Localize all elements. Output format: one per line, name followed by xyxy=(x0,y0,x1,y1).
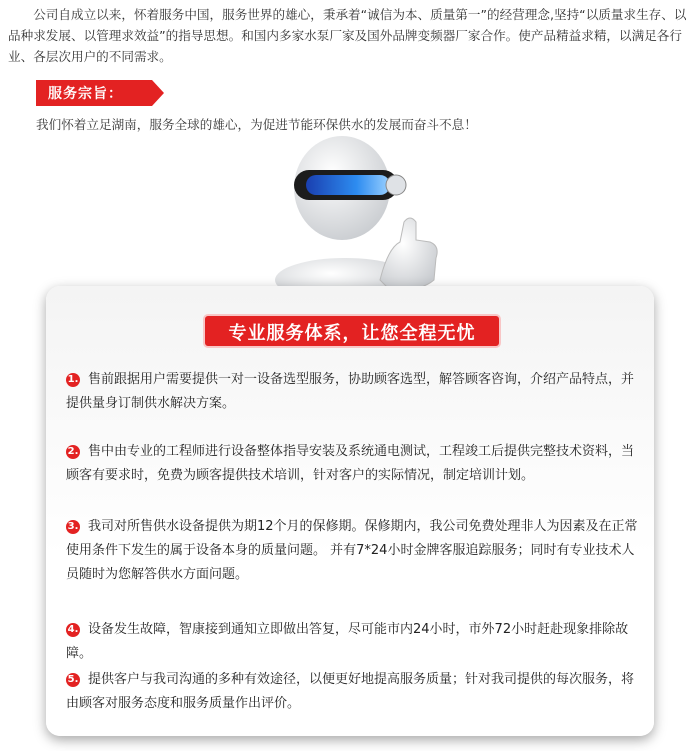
item-number-badge: 1. xyxy=(67,374,79,385)
service-system-card xyxy=(46,286,654,736)
company-intro-paragraph: 公司自成立以来，怀着服务中国，服务世界的雄心，秉承着“诚信为本、质量第一”的经营理念,坚持“以质量求生存、以品种求发展、以管理求效益”的指导思想。和国内多家水泵厂家及国外品牌变频器厂家合作。使产品精益求精，以满足各行业、各层次用户的不同需求。 xyxy=(8,7,687,64)
service-item-2 xyxy=(66,440,646,488)
item-number-badge: 5. xyxy=(67,674,79,685)
item-text: 售前跟据用户需要提供一对一设备选型服务，协助顾客选型，解答顾客咨询，介绍产品特点，并提供量身订制供水解决方案。 xyxy=(66,372,635,411)
item-text: 设备发生故障，智康接到通知立即做出答复，尽可能市内24小时，市外72小时赶赴现象排除故障。 xyxy=(66,622,629,661)
service-item-4 xyxy=(66,618,646,666)
mission-statement: 我们怀着立足湖南，服务全球的雄心，为促进节能环保供水的发展而奋斗不息！ xyxy=(36,117,477,132)
item-number-badge: 2. xyxy=(67,446,79,457)
tag-label: 服务宗旨： xyxy=(48,86,123,102)
service-purpose-tag xyxy=(36,80,164,106)
service-item-1 xyxy=(66,368,646,416)
banner-title: 专业服务体系，让您全程无忧 xyxy=(228,323,476,344)
service-item-5 xyxy=(66,668,646,716)
item-number-badge: 3. xyxy=(67,521,79,532)
thumbs-up-robot-illustration xyxy=(270,130,450,305)
item-text: 我司对所售供水设备提供为期12个月的保修期。保修期内，我公司免费处理非人为因素及在正常使用条件下发生的属于设备本身的质量问题。 并有7*24小时金牌客服追踪服务；同时有专业技术人员随时为您解答供水方面问题。 xyxy=(66,519,638,582)
service-system-banner xyxy=(203,314,501,348)
item-number-badge: 4. xyxy=(67,624,79,635)
item-text: 提供客户与我司沟通的多种有效途径，以便更好地提高服务质量；针对我司提供的每次服务，将由顾客对服务态度和服务质量作出评价。 xyxy=(66,672,635,711)
service-item-3 xyxy=(66,515,646,587)
item-text: 售中由专业的工程师进行设备整体指导安装及系统通电测试，工程竣工后提供完整技术资料，当顾客有要求时，免费为顾客提供技术培训，针对客户的实际情况，制定培训计划。 xyxy=(66,444,635,483)
